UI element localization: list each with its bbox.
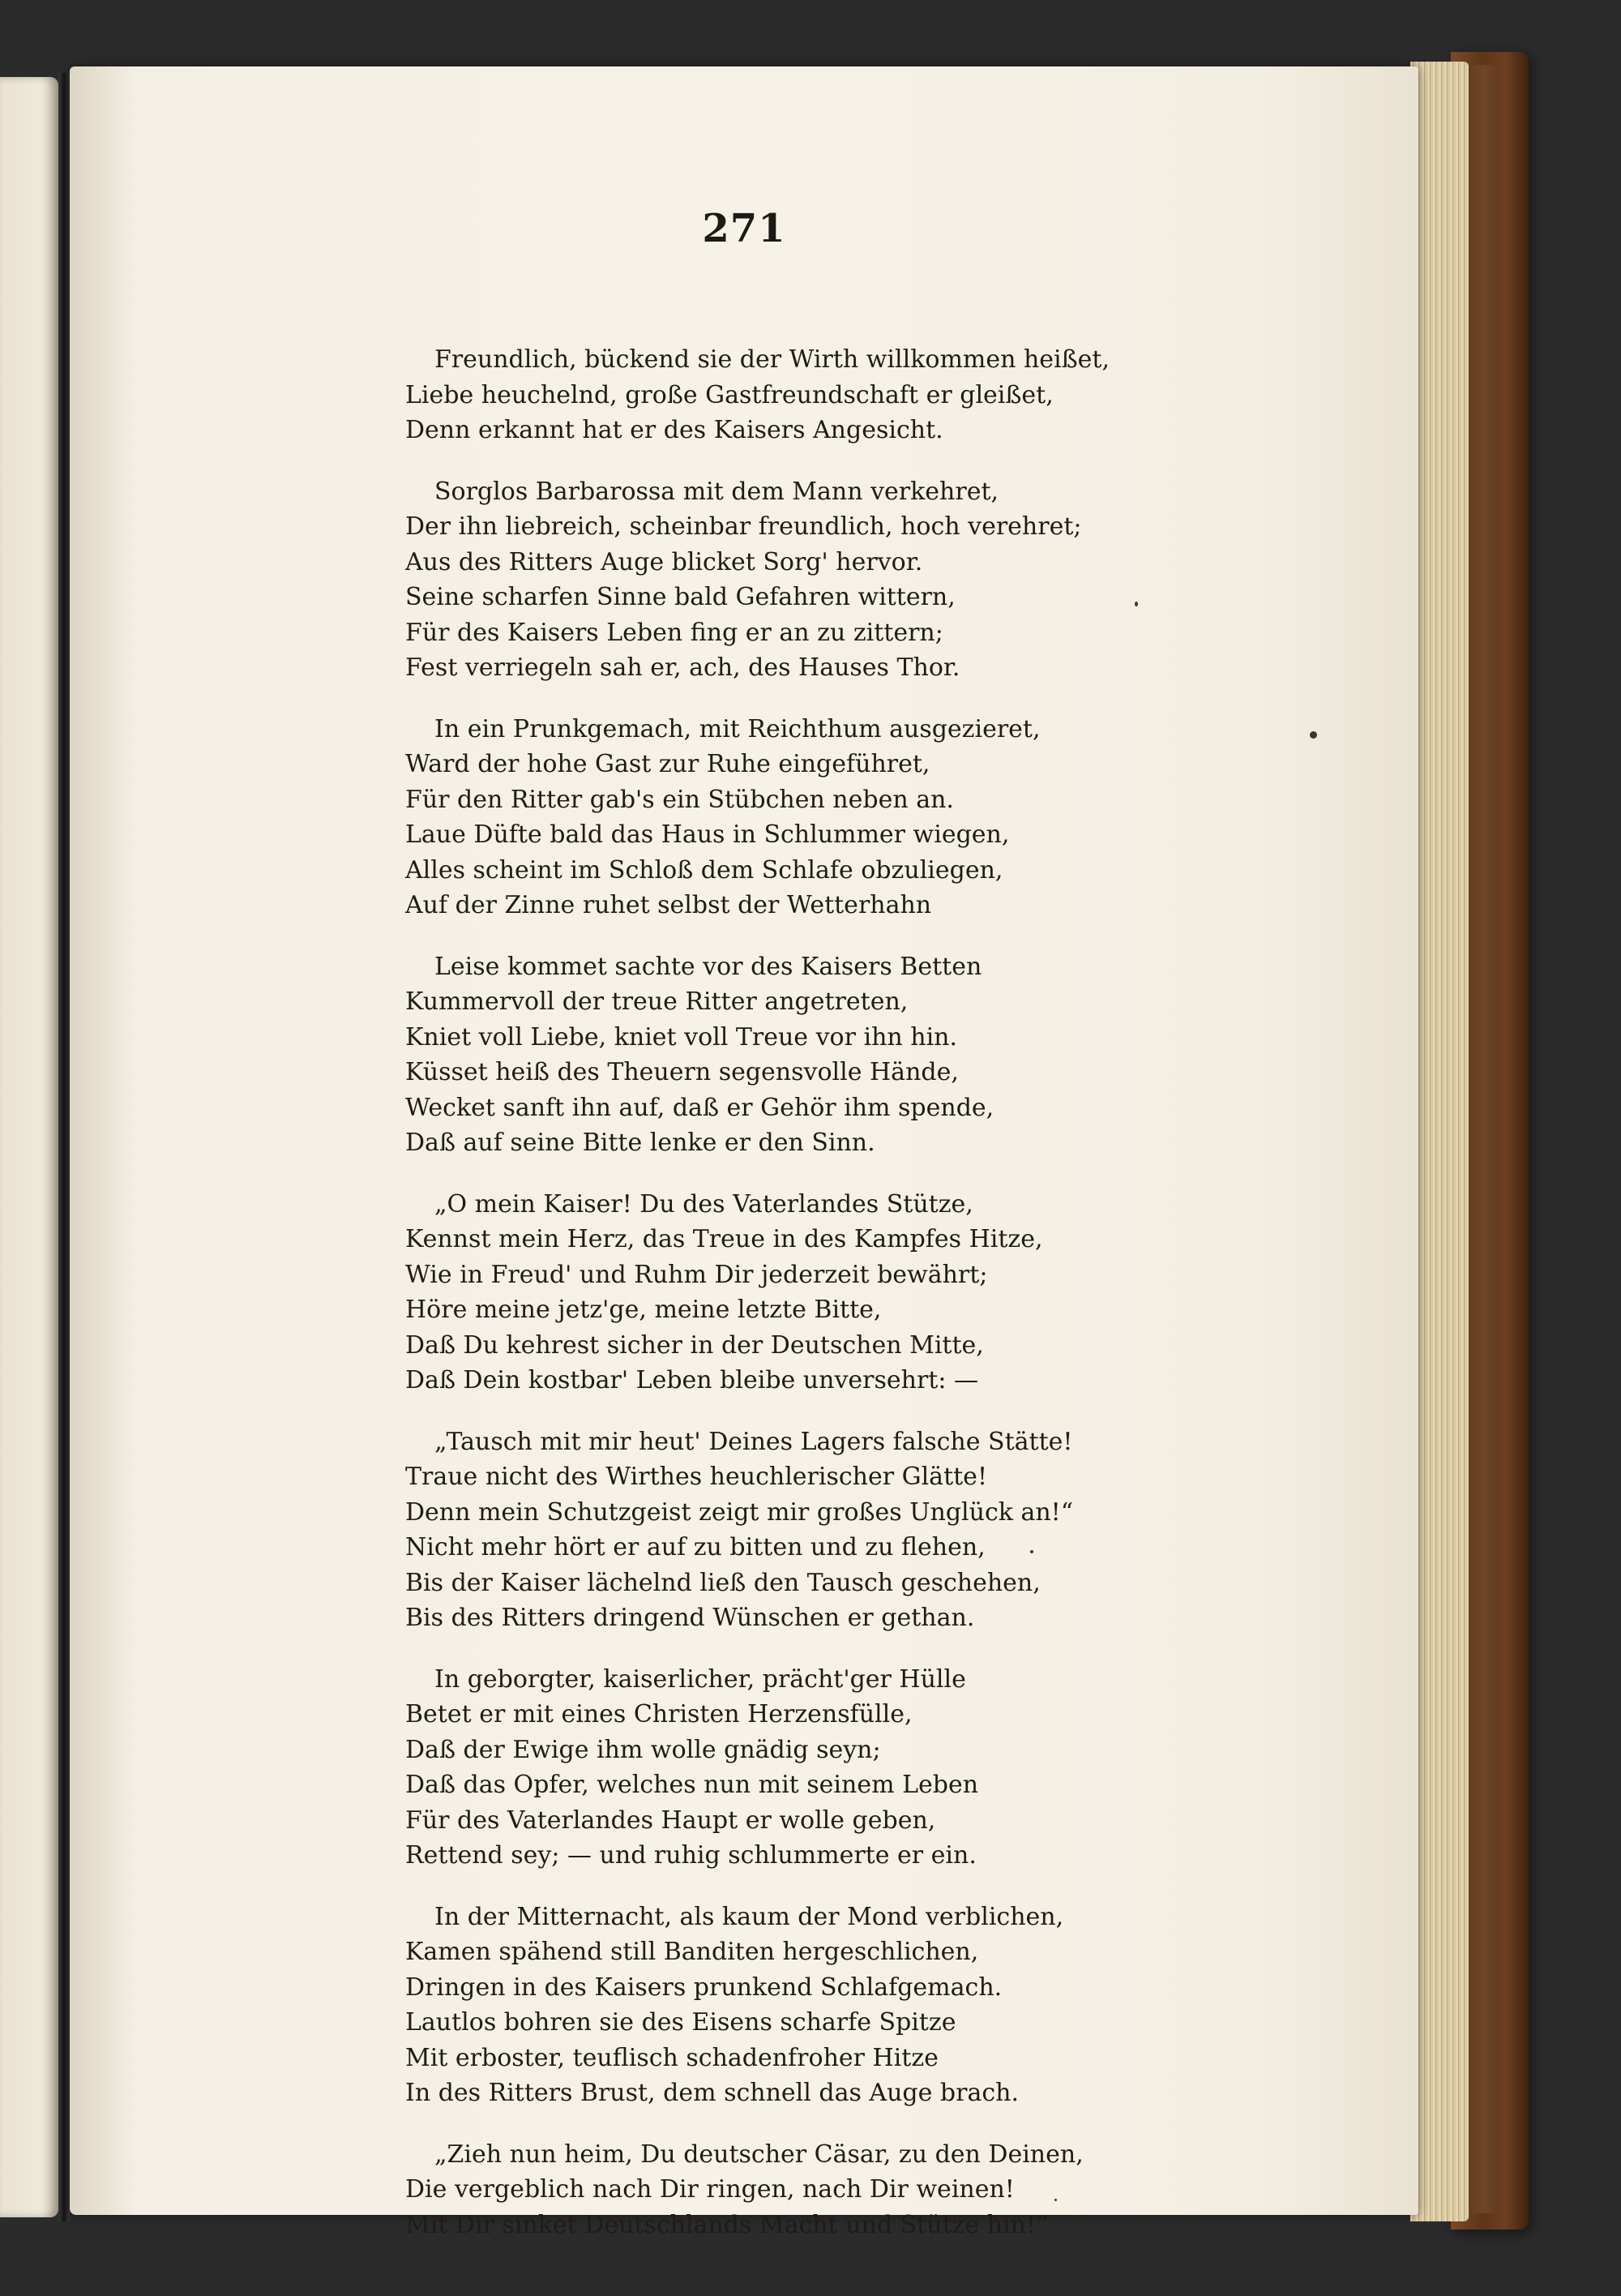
stanza [405, 2137, 1216, 2243]
poem-line: In des Ritters Brust, dem schnell das Auge brach. [405, 2079, 1020, 2107]
poem-line: Fest verriegeln sah er, ach, des Hauses Thor. [405, 653, 960, 682]
ink-speck [1054, 2199, 1057, 2201]
poem-line: Dringen in des Kaisers prunkend Schlafgemach. [405, 1973, 1003, 2002]
book-gutter [58, 73, 70, 2221]
stanza [405, 949, 1216, 1161]
poem-line: Laue Düfte bald das Haus in Schlummer wiegen, [405, 820, 1010, 849]
cover-spine [1467, 65, 1499, 2213]
poem-line: „Zieh nun heim, Du deutscher Cäsar, zu den Deinen, [434, 2140, 1084, 2169]
poem-line: Mit Dir sinket Deutschlands Macht und Stütze hin!“ [405, 2210, 1049, 2239]
poem-line: In geborgter, kaiserlicher, prächt'ger Hülle [434, 1664, 966, 1694]
poem-line: Die vergeblich nach Dir ringen, nach Dir weinen! [405, 2175, 1015, 2204]
poem-line: Nicht mehr hört er auf zu bitten und zu flehen, [405, 1533, 986, 1561]
poem-line: Ward der hohe Gast zur Ruhe eingeführet, [405, 750, 930, 778]
poem-line: Rettend sey; — und ruhig schlummerte er ein. [405, 1841, 977, 1870]
poem-line: Für den Ritter gab's ein Stübchen neben an. [405, 785, 954, 814]
poem-line: Liebe heuchelnd, große Gastfreundschaft er gleißet, [405, 380, 1054, 409]
stanza [405, 1187, 1216, 1399]
poem-line: Für des Kaisers Leben fing er an zu zittern; [405, 618, 943, 647]
poem-line: Küsset heiß des Theuern segensvolle Hände, [405, 1058, 959, 1086]
poem-line: Lautlos bohren sie des Eisens scharfe Spitze [405, 2008, 956, 2037]
poem-line: Denn mein Schutzgeist zeigt mir großes Unglück an!“ [405, 1497, 1074, 1527]
poem-line: Mit erboster, teuflisch schadenfroher Hitze [405, 2043, 939, 2072]
poem-line: Kummervoll der treue Ritter angetreten, [405, 987, 909, 1016]
poem-line: Wecket sanft ihn auf, daß er Gehör ihm spende, [405, 1093, 994, 1122]
book-page [70, 66, 1418, 2239]
poem-line: Wie in Freud' und Ruhm Dir jederzeit bewährt; [405, 1260, 988, 1289]
page-edges [1410, 62, 1469, 2221]
stanza [405, 1424, 1216, 1636]
poem-line: Kamen spähend still Banditen hergeschlichen, [405, 1938, 979, 1966]
stanza [405, 712, 1216, 923]
poem-line: Alles scheint im Schloß dem Schlafe obzuliegen, [405, 855, 1003, 885]
poem-line: Sorglos Barbarossa mit dem Mann verkehret, [434, 477, 999, 506]
stanza [405, 1900, 1216, 2111]
poem-line: Seine scharfen Sinne bald Gefahren wittern, [405, 583, 956, 611]
poem-line: Daß das Opfer, welches nun mit seinem Leben [405, 1771, 979, 1799]
stanza [405, 1662, 1216, 1874]
poem-line: Bis der Kaiser lächelnd ließ den Tausch geschehen, [405, 1568, 1041, 1597]
poem-line: Auf der Zinne ruhet selbst der Wetterhahn [405, 891, 932, 919]
poem-line: Kniet voll Liebe, kniet voll Treue vor ihn hin. [405, 1022, 958, 1052]
ink-speck [1310, 731, 1317, 739]
poem-line: Daß Du kehrest sicher in der Deutschen Mitte, [405, 1330, 984, 1360]
poem-line: Für des Vaterlandes Haupt er wolle geben, [405, 1806, 936, 1835]
poem-line: „O mein Kaiser! Du des Vaterlandes Stütze, [434, 1189, 973, 1219]
poem-line: Aus des Ritters Auge blicket Sorg' hervor. [405, 547, 923, 576]
ink-speck [1030, 1550, 1033, 1553]
poem [405, 342, 1216, 2268]
stanza [405, 342, 1216, 448]
poem-line: Der ihn liebreich, scheinbar freundlich, hoch verehret; [405, 512, 1082, 541]
stanza [405, 474, 1216, 686]
poem-line: Betet er mit eines Christen Herzensfülle, [405, 1700, 913, 1728]
poem-line: Daß auf seine Bitte lenke er den Sinn. [405, 1129, 875, 1157]
poem-line: „Tausch mit mir heut' Deines Lagers falsche Stätte! [434, 1427, 1073, 1456]
poem-line: Bis des Ritters dringend Wünschen er gethan. [405, 1604, 975, 1632]
page-number: 271 [702, 206, 786, 251]
poem-line: Kennst mein Herz, das Treue in des Kampfes Hitze, [405, 1225, 1043, 1253]
ink-speck [1135, 602, 1138, 606]
poem-line: Leise kommet sachte vor des Kaisers Betten [434, 952, 982, 981]
facing-page-edge [0, 77, 58, 2217]
poem-line: Denn erkannt hat er des Kaisers Angesicht. [405, 416, 943, 444]
poem-line: Daß der Ewige ihm wolle gnädig seyn; [405, 1735, 881, 1764]
poem-line: Höre meine jetz'ge, meine letzte Bitte, [405, 1296, 882, 1324]
poem-line: Freundlich, bückend sie der Wirth willkommen heißet, [434, 345, 1110, 374]
poem-line: Daß Dein kostbar' Leben bleibe unversehrt: — [405, 1366, 979, 1394]
poem-line: In der Mitternacht, als kaum der Mond verblichen, [434, 1902, 1064, 1931]
poem-line: Traue nicht des Wirthes heuchlerischer Glätte! [405, 1463, 987, 1491]
poem-line: In ein Prunkgemach, mit Reichthum ausgezieret, [434, 714, 1041, 743]
